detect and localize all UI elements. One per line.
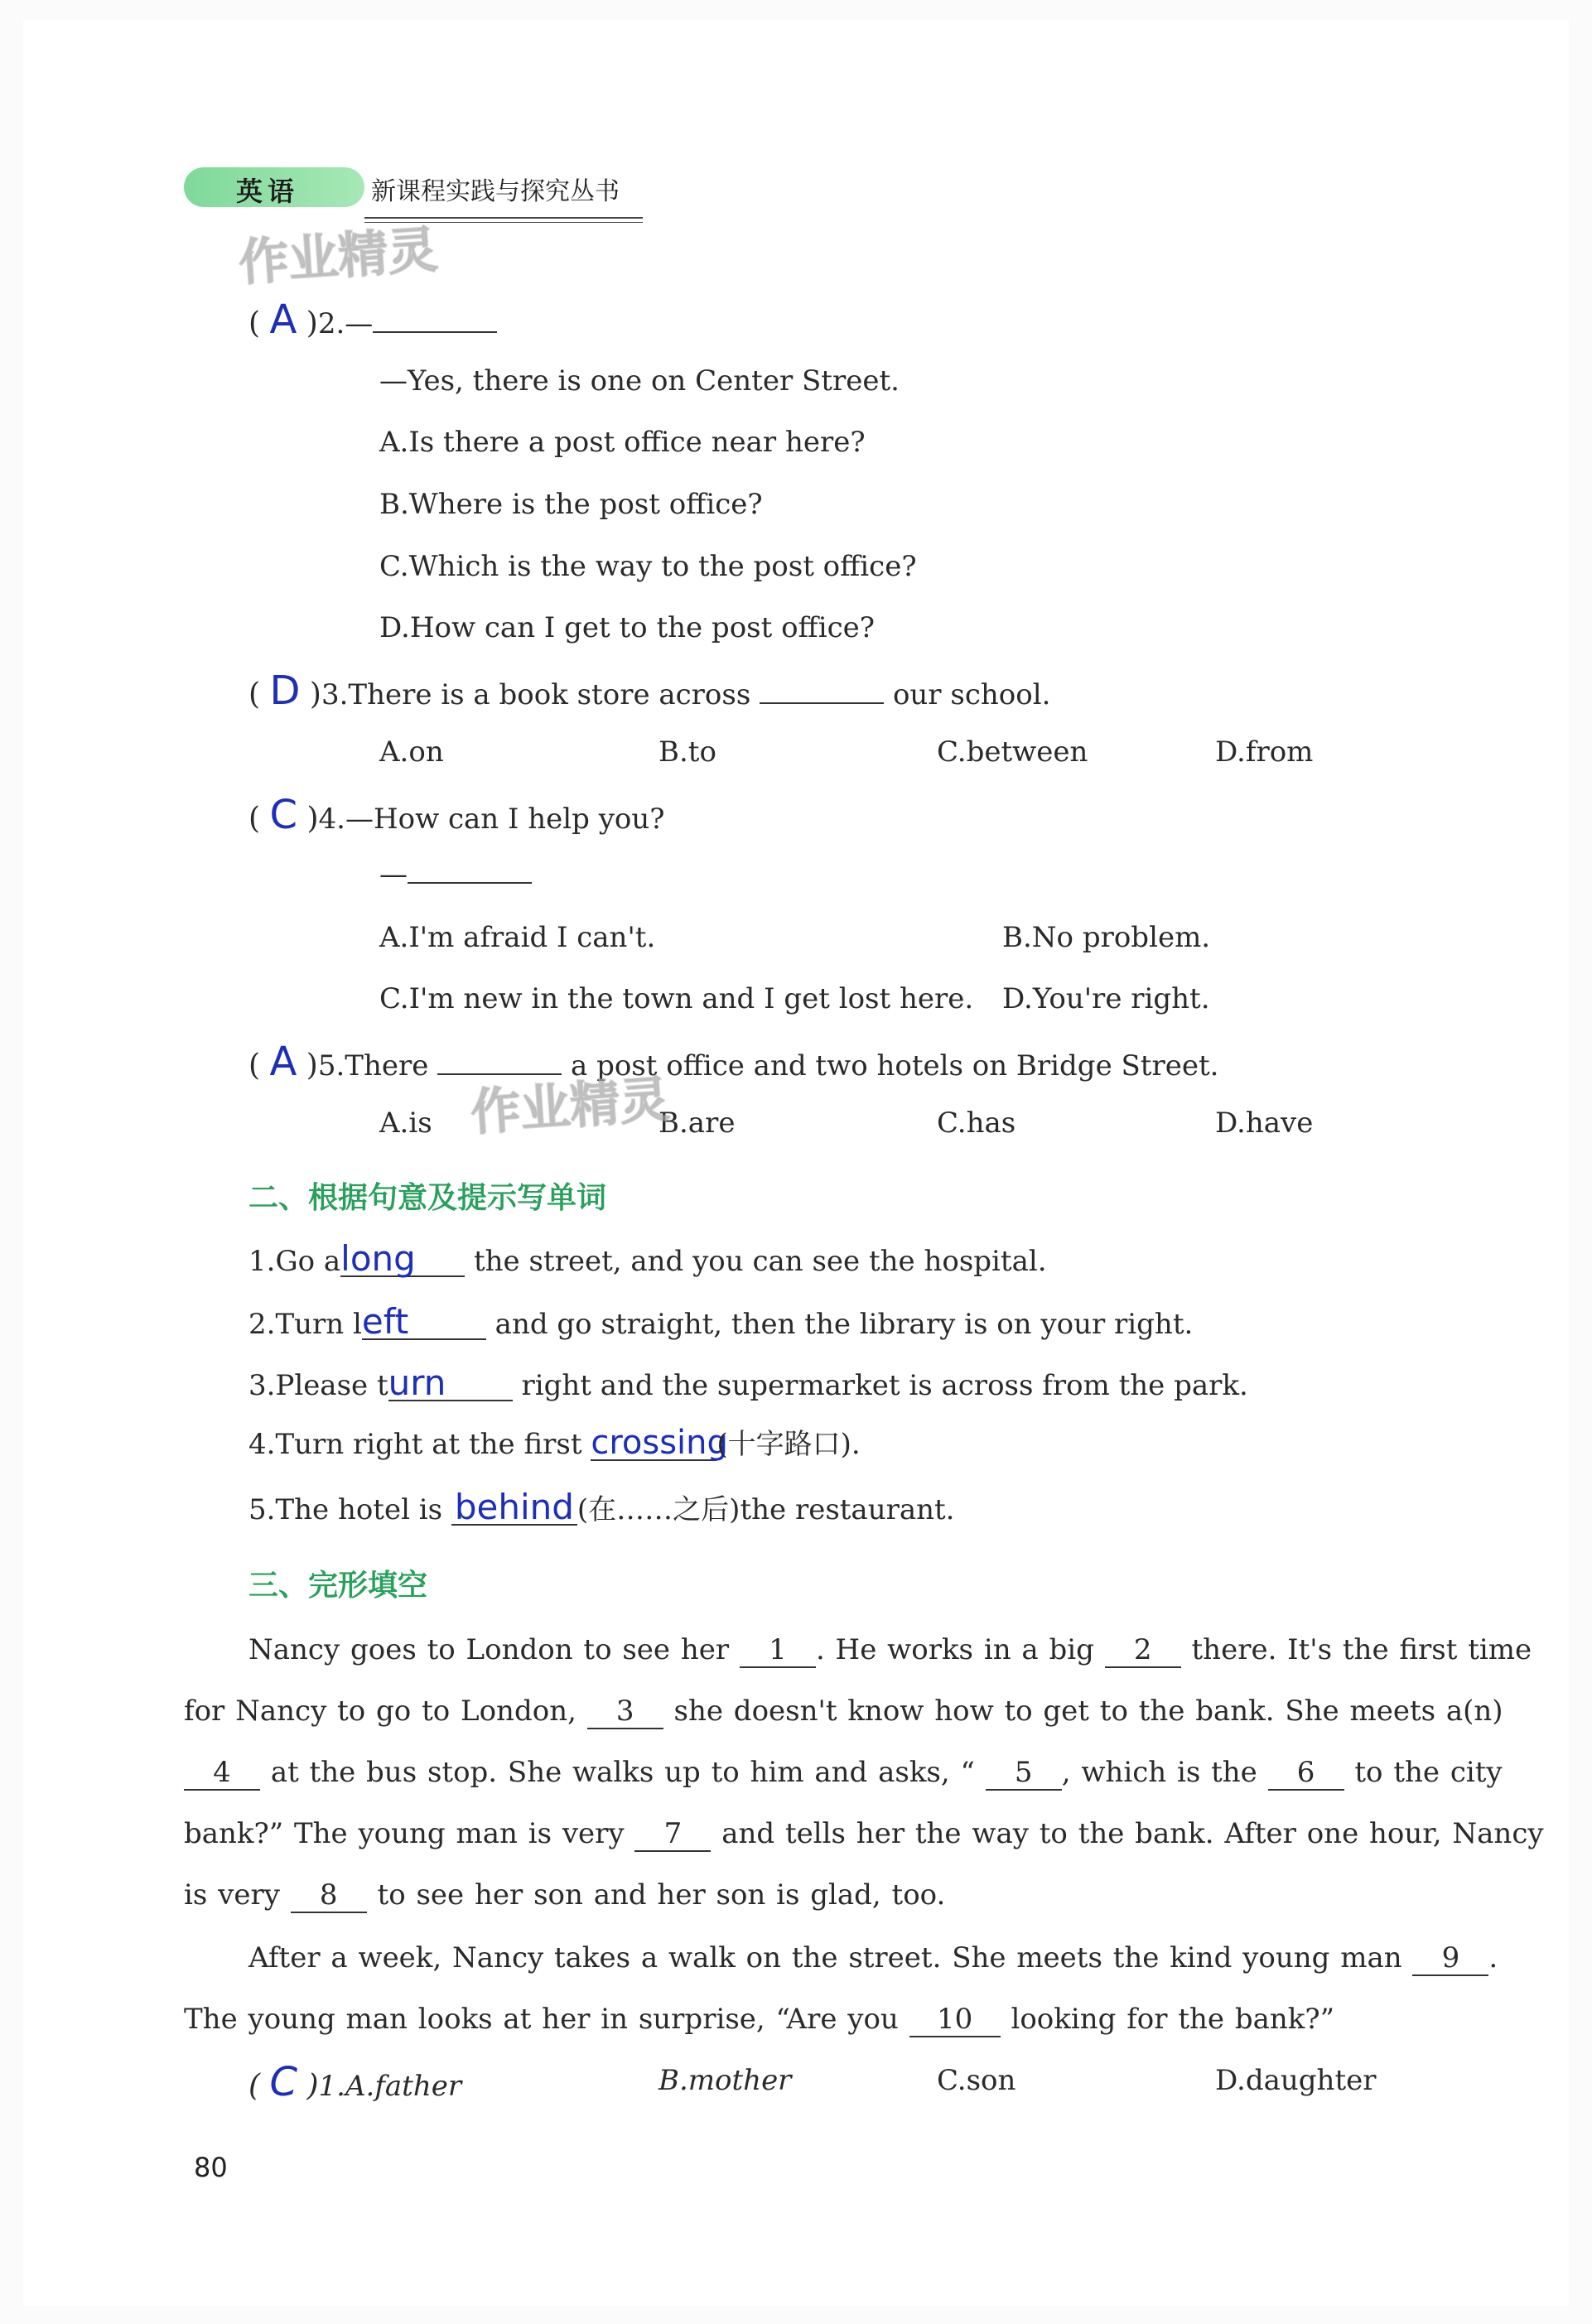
- subject-label: 英语: [236, 176, 300, 207]
- q4-reply-dash: —: [379, 858, 408, 891]
- cloze-text: . He works in a big: [815, 1633, 1094, 1666]
- cloze-line-3: [184, 1754, 1503, 1791]
- cloze-blank-10: 10: [909, 2003, 1001, 2037]
- s2-item-1-after: the street, and you can see the hospital.: [473, 1245, 1047, 1278]
- q2-reply: —Yes, there is one on Center Street.: [379, 364, 900, 398]
- q4-option-a: A.I'm afraid I can't.: [379, 921, 656, 954]
- q5-stem-row: ( A )5.There a post office and two hotels on Bridge Street.: [248, 1039, 1219, 1085]
- q4-stem: 4.—How can I help you?: [318, 803, 665, 836]
- cloze-line-2: [184, 1693, 1503, 1729]
- q2-stem-row: ( A )2.—: [248, 300, 497, 342]
- q4-stem-row: ( C )4.—How can I help you?: [248, 792, 665, 838]
- cloze-text: to the city: [1354, 1756, 1503, 1789]
- q4-option-d: D.You're right.: [1002, 982, 1210, 1015]
- q3-answer: D: [269, 668, 301, 714]
- cloze-blank-5: 5: [986, 1756, 1062, 1791]
- cloze-text: at the bus stop. She walks up to him and asks, “: [270, 1756, 975, 1789]
- q2-option-d: D.How can I get to the post office?: [379, 611, 875, 644]
- q3-option-b: B.to: [659, 735, 716, 769]
- q2-blank: [373, 331, 497, 333]
- q5-option-d: D.have: [1215, 1107, 1314, 1140]
- cloze-q1-answer: C: [269, 2059, 298, 2105]
- q2-option-a: A.Is there a post office near here?: [379, 426, 866, 459]
- q4-answer: C: [269, 792, 298, 838]
- q3-option-a: A.on: [379, 735, 444, 769]
- q4-reply-row: [379, 856, 532, 893]
- cloze-line-6: After a week, Nancy takes a walk on the street. She meets the kind young man 9 .: [248, 1941, 1498, 1974]
- cloze-q1-row: ( C )1.A.father: [248, 2059, 462, 2105]
- s2-item-5-after: (在……之后)the restaurant.: [576, 1493, 955, 1526]
- q2-stem: 2.—: [317, 307, 374, 340]
- q4-blank: [408, 882, 532, 884]
- s2-item-4-answer: crossing: [591, 1424, 728, 1462]
- q4-option-c: C.I'm new in the town and I get lost here.: [379, 982, 974, 1015]
- q3-blank: [760, 702, 884, 704]
- q3-option-c: C.between: [937, 735, 1088, 769]
- cloze-q1-option-b: B.mother: [659, 2064, 792, 2097]
- s2-item-1-before: 1.Go a: [248, 1245, 341, 1278]
- cloze-line-5: [184, 1877, 945, 1913]
- cloze-text: bank?” The young man is very: [184, 1817, 625, 1850]
- q2-option-b: B.Where is the post office?: [379, 488, 763, 521]
- cloze-q1-option-d: D.daughter: [1215, 2064, 1377, 2097]
- q5-option-b: B.are: [659, 1107, 736, 1140]
- q5-option-c: C.has: [937, 1107, 1016, 1140]
- s2-item-3: [248, 1362, 1248, 1404]
- cloze-line-4: [184, 1815, 1544, 1852]
- s2-item-4: [248, 1426, 861, 1463]
- s2-item-3-before: 3.Please t: [248, 1369, 388, 1402]
- cloze-q1-option-c: C.son: [937, 2064, 1016, 2097]
- s2-item-5-before: 5.The hotel is: [248, 1493, 443, 1526]
- cloze-blank-6: 6: [1268, 1756, 1344, 1791]
- cloze-line-1: [248, 1632, 1532, 1668]
- cloze-text: , which is the: [1061, 1756, 1257, 1789]
- cloze-text: and tells her the way to the bank. After one hour, Nancy: [721, 1817, 1544, 1850]
- cloze-blank-7: 7: [634, 1817, 711, 1852]
- cloze-text: The young man looks at her in surprise, “Are you: [184, 2003, 899, 2036]
- cloze-text: is very: [184, 1878, 280, 1912]
- q3-stem-before: 3.There is a book store across: [321, 678, 751, 711]
- cloze-text: she doesn't know how to get to the bank. She meets a(n): [673, 1695, 1503, 1728]
- q2-answer: A: [269, 297, 297, 343]
- q5-stem-after: a post office and two hotels on Bridge Street.: [570, 1049, 1219, 1082]
- q2-option-c: C.Which is the way to the post office?: [379, 550, 917, 583]
- cloze-blank-2: 2: [1105, 1633, 1181, 1668]
- s2-item-3-answer: urn: [388, 1367, 513, 1401]
- q5-stem-before: 5.There: [317, 1049, 429, 1082]
- cloze-text: for Nancy to go to London,: [184, 1695, 576, 1728]
- q3-option-d: D.from: [1215, 735, 1314, 769]
- cloze-text: After a week, Nancy takes a walk on the street. She meets the kind young man: [248, 1941, 1402, 1974]
- s2-item-5: [248, 1487, 955, 1528]
- s2-item-2-answer: eft: [362, 1305, 486, 1340]
- s2-item-2-before: 2.Turn l: [248, 1308, 362, 1341]
- q4-option-b: B.No problem.: [1002, 921, 1211, 954]
- cloze-text: there. It's the first time: [1191, 1633, 1532, 1666]
- cloze-q1-stem: 1.A.father: [318, 2070, 462, 2103]
- q5-option-a: A.is: [379, 1107, 432, 1140]
- watermark-middle: 作业精灵: [469, 1070, 672, 1143]
- cloze-text: Nancy goes to London to see her: [248, 1633, 730, 1666]
- s2-item-2: [248, 1301, 1194, 1343]
- s2-item-5-answer: behind: [451, 1491, 577, 1526]
- cloze-blank-1: 1: [740, 1633, 816, 1668]
- series-title: 新课程实践与探究丛书: [371, 177, 620, 206]
- q5-answer: A: [269, 1039, 297, 1085]
- s2-item-3-after: right and the supermarket is across from the park.: [521, 1369, 1248, 1402]
- s2-item-4-before: 4.Turn right at the first: [248, 1428, 582, 1461]
- cloze-text: looking for the bank?”: [1011, 2003, 1334, 2036]
- section3-title: 三、完形填空: [248, 1569, 428, 1603]
- s2-item-2-after: and go straight, then the library is on your right.: [494, 1308, 1194, 1341]
- cloze-blank-3: 3: [587, 1695, 663, 1729]
- cloze-text: to see her son and her son is glad, too.: [377, 1878, 946, 1912]
- cloze-line-7: [184, 2001, 1334, 2037]
- cloze-blank-8: 8: [291, 1878, 367, 1913]
- q3-stem-after: our school.: [892, 678, 1051, 711]
- section2-title: 二、根据句意及提示写单词: [248, 1181, 607, 1215]
- q3-stem-row: ( D )3.There is a book store across our school.: [248, 668, 1051, 714]
- s2-item-4-after: (十字路口).: [716, 1428, 861, 1461]
- page-number: 80: [194, 2152, 228, 2183]
- watermark-top: 作业精灵: [237, 220, 440, 293]
- cloze-blank-9: 9: [1412, 1941, 1488, 1976]
- cloze-blank-4: 4: [184, 1756, 260, 1791]
- s2-item-1: [248, 1238, 1047, 1280]
- s2-item-1-answer: long: [340, 1242, 465, 1277]
